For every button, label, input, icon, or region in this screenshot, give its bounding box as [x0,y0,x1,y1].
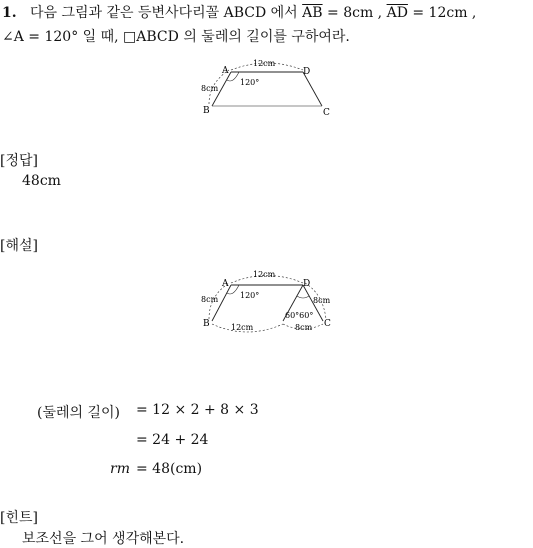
hint-text: 보조선을 그어 생각해본다. [22,531,185,547]
trapezoid-figure-1 [195,58,335,120]
trapezoid-figure-2 [195,266,345,336]
hint-header: [힌트] [0,510,38,526]
left-length-label: 8cm [201,295,219,304]
equation-line-3-lhs: rm [110,461,130,477]
vertex-b: B [203,319,210,329]
answer-value: 48cm [22,173,61,189]
question-text-prefix: 다음 그림과 같은 등변사다리꼴 ABCD 에서 [29,5,298,21]
right-length-label: 8cm [313,296,331,305]
top-length-label: 12cm [253,59,276,68]
question-line-1 [2,2,476,22]
segment-ab-value: = 8cm , [327,5,383,21]
vertex-b: B [203,106,210,116]
vertex-d: D [303,279,311,289]
angles-d-label: 60°60° [285,311,314,320]
question-number: 1. [2,5,17,21]
vertex-c: C [324,319,331,329]
vertex-d: D [303,67,311,77]
angle-label: 120° [240,291,260,300]
segment-ad: $\overline{AD}$ [386,5,408,21]
explanation-header: [해설] [0,238,38,254]
vertex-a: A [222,279,229,289]
top-length-label: 12cm [253,270,276,279]
equation-lhs: (둘레의 길이) [37,405,120,421]
side-dc [303,72,322,106]
vertex-c: C [323,108,330,118]
equation-line-2: = 24 + 24 [136,432,209,448]
segment-ab: $\overline{AB}$ [302,5,323,21]
answer-header: [정답] [0,153,38,169]
bottom-right-label: 8cm [295,323,313,332]
vertex-a: A [222,66,229,76]
side-length-label: 8cm [201,84,219,93]
angle-label: 120° [240,78,260,87]
bottom-left-label: 12cm [231,323,254,332]
angle-arc-d [297,296,309,298]
segment-ad-value: = 12cm , [412,5,477,21]
equation-line-3: = 48(cm) [136,461,203,477]
equation-line-1: = 12 × 2 + 8 × 3 [136,402,259,418]
question-line-2: ∠A = 120° 일 때, □ABCD 의 둘레의 길이를 구하여라. [2,29,350,45]
